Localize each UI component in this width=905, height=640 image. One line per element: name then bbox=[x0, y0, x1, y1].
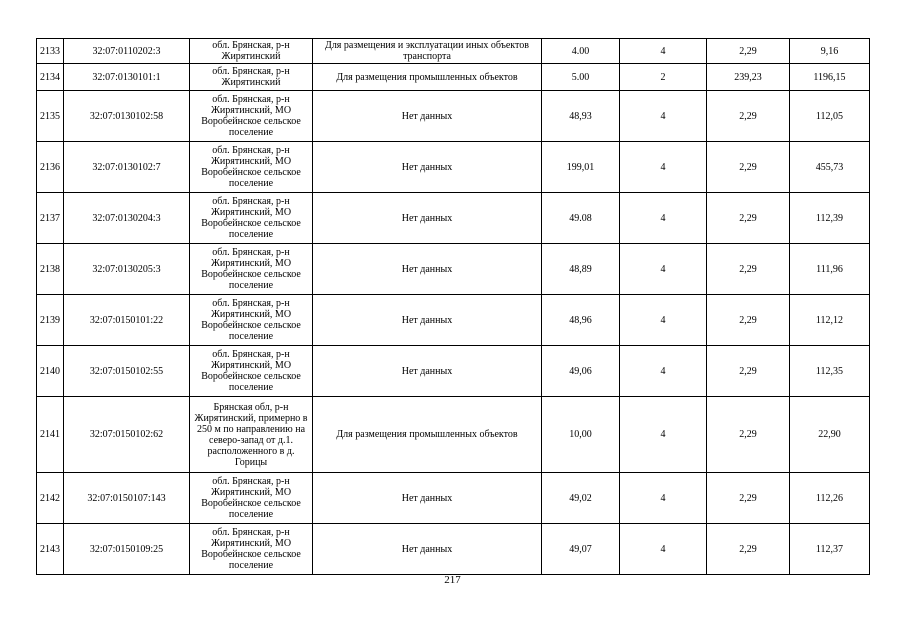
address-cell: обл. Брянская, р-н Жирятинский, МО Воробейнское сельское поселение bbox=[190, 193, 313, 244]
area-cell: 49,02 bbox=[542, 473, 620, 524]
land-use-cell: Для размещения промышленных объектов bbox=[313, 397, 542, 473]
value-cell: 112,26 bbox=[790, 473, 870, 524]
group-cell: 4 bbox=[620, 142, 707, 193]
cadastral-number: 32:07:0130205:3 bbox=[64, 244, 190, 295]
rate-cell: 239,23 bbox=[707, 64, 790, 91]
value-cell: 112,35 bbox=[790, 346, 870, 397]
row-number: 2140 bbox=[37, 346, 64, 397]
land-use-cell: Для размещения промышленных объектов bbox=[313, 64, 542, 91]
area-cell: 49.08 bbox=[542, 193, 620, 244]
address-cell: обл. Брянская, р-н Жирятинский bbox=[190, 64, 313, 91]
rate-cell: 2,29 bbox=[707, 244, 790, 295]
rate-cell: 2,29 bbox=[707, 91, 790, 142]
row-number: 2138 bbox=[37, 244, 64, 295]
cadastral-number: 32:07:0150107:143 bbox=[64, 473, 190, 524]
group-cell: 4 bbox=[620, 524, 707, 575]
table-row bbox=[37, 295, 870, 346]
table-row bbox=[37, 244, 870, 295]
address-cell: обл. Брянская, р-н Жирятинский, МО Воробейнское сельское поселение bbox=[190, 142, 313, 193]
address-cell: обл. Брянская, р-н Жирятинский, МО Воробейнское сельское поселение bbox=[190, 473, 313, 524]
area-cell: 199,01 bbox=[542, 142, 620, 193]
area-cell: 48,93 bbox=[542, 91, 620, 142]
row-number: 2142 bbox=[37, 473, 64, 524]
rate-cell: 2,29 bbox=[707, 193, 790, 244]
cadastral-number: 32:07:0150101:22 bbox=[64, 295, 190, 346]
group-cell: 4 bbox=[620, 346, 707, 397]
address-cell: обл. Брянская, р-н Жирятинский, МО Воробейнское сельское поселение bbox=[190, 346, 313, 397]
cadastral-number: 32:07:0150102:62 bbox=[64, 397, 190, 473]
area-cell: 49,07 bbox=[542, 524, 620, 575]
rate-cell: 2,29 bbox=[707, 346, 790, 397]
land-use-cell: Нет данных bbox=[313, 91, 542, 142]
rate-cell: 2,29 bbox=[707, 39, 790, 64]
area-cell: 4.00 bbox=[542, 39, 620, 64]
address-cell: обл. Брянская, р-н Жирятинский, МО Воробейнское сельское поселение bbox=[190, 524, 313, 575]
row-number: 2139 bbox=[37, 295, 64, 346]
table-row bbox=[37, 346, 870, 397]
table-row bbox=[37, 64, 870, 91]
land-use-cell: Нет данных bbox=[313, 244, 542, 295]
value-cell: 9,16 bbox=[790, 39, 870, 64]
cadastral-number: 32:07:0130102:7 bbox=[64, 142, 190, 193]
table-row bbox=[37, 524, 870, 575]
area-cell: 49,06 bbox=[542, 346, 620, 397]
table-row bbox=[37, 473, 870, 524]
cadastral-number: 32:07:0130101:1 bbox=[64, 64, 190, 91]
address-cell: обл. Брянская, р-н Жирятинский bbox=[190, 39, 313, 64]
table-row bbox=[37, 142, 870, 193]
rate-cell: 2,29 bbox=[707, 524, 790, 575]
cadastral-number: 32:07:0130204:3 bbox=[64, 193, 190, 244]
value-cell: 112,12 bbox=[790, 295, 870, 346]
rate-cell: 2,29 bbox=[707, 473, 790, 524]
cadastral-number: 32:07:0110202:3 bbox=[64, 39, 190, 64]
rate-cell: 2,29 bbox=[707, 295, 790, 346]
address-cell: обл. Брянская, р-н Жирятинский, МО Воробейнское сельское поселение bbox=[190, 295, 313, 346]
value-cell: 112,05 bbox=[790, 91, 870, 142]
row-number: 2133 bbox=[37, 39, 64, 64]
land-use-cell: Нет данных bbox=[313, 346, 542, 397]
value-cell: 112,39 bbox=[790, 193, 870, 244]
land-use-cell: Нет данных bbox=[313, 193, 542, 244]
value-cell: 111,96 bbox=[790, 244, 870, 295]
value-cell: 1196,15 bbox=[790, 64, 870, 91]
rate-cell: 2,29 bbox=[707, 142, 790, 193]
value-cell: 112,37 bbox=[790, 524, 870, 575]
cadastral-number: 32:07:0150109:25 bbox=[64, 524, 190, 575]
land-use-cell: Нет данных bbox=[313, 295, 542, 346]
address-cell: обл. Брянская, р-н Жирятинский, МО Воробейнское сельское поселение bbox=[190, 244, 313, 295]
area-cell: 10,00 bbox=[542, 397, 620, 473]
table-row bbox=[37, 193, 870, 244]
rate-cell: 2,29 bbox=[707, 397, 790, 473]
land-use-cell: Нет данных bbox=[313, 142, 542, 193]
group-cell: 2 bbox=[620, 64, 707, 91]
group-cell: 4 bbox=[620, 473, 707, 524]
table-row bbox=[37, 39, 870, 64]
group-cell: 4 bbox=[620, 244, 707, 295]
cadastral-number: 32:07:0130102:58 bbox=[64, 91, 190, 142]
row-number: 2143 bbox=[37, 524, 64, 575]
land-registry-table bbox=[36, 38, 870, 575]
row-number: 2137 bbox=[37, 193, 64, 244]
row-number: 2134 bbox=[37, 64, 64, 91]
row-number: 2136 bbox=[37, 142, 64, 193]
group-cell: 4 bbox=[620, 397, 707, 473]
land-use-cell: Нет данных bbox=[313, 524, 542, 575]
table-row bbox=[37, 91, 870, 142]
cadastral-number: 32:07:0150102:55 bbox=[64, 346, 190, 397]
group-cell: 4 bbox=[620, 39, 707, 64]
value-cell: 22,90 bbox=[790, 397, 870, 473]
address-cell: обл. Брянская, р-н Жирятинский, МО Воробейнское сельское поселение bbox=[190, 91, 313, 142]
table-row bbox=[37, 397, 870, 473]
group-cell: 4 bbox=[620, 295, 707, 346]
area-cell: 5.00 bbox=[542, 64, 620, 91]
land-use-cell: Для размещения и эксплуатации иных объектов транспорта bbox=[313, 39, 542, 64]
area-cell: 48,89 bbox=[542, 244, 620, 295]
area-cell: 48,96 bbox=[542, 295, 620, 346]
page-number: 217 bbox=[444, 574, 461, 586]
group-cell: 4 bbox=[620, 193, 707, 244]
land-use-cell: Нет данных bbox=[313, 473, 542, 524]
row-number: 2135 bbox=[37, 91, 64, 142]
value-cell: 455,73 bbox=[790, 142, 870, 193]
row-number: 2141 bbox=[37, 397, 64, 473]
address-cell: Брянская обл, р-н Жирятинский, примерно в 250 м по направлению на северо-запад от д.1. расположенного в д. Горицы bbox=[190, 397, 313, 473]
group-cell: 4 bbox=[620, 91, 707, 142]
